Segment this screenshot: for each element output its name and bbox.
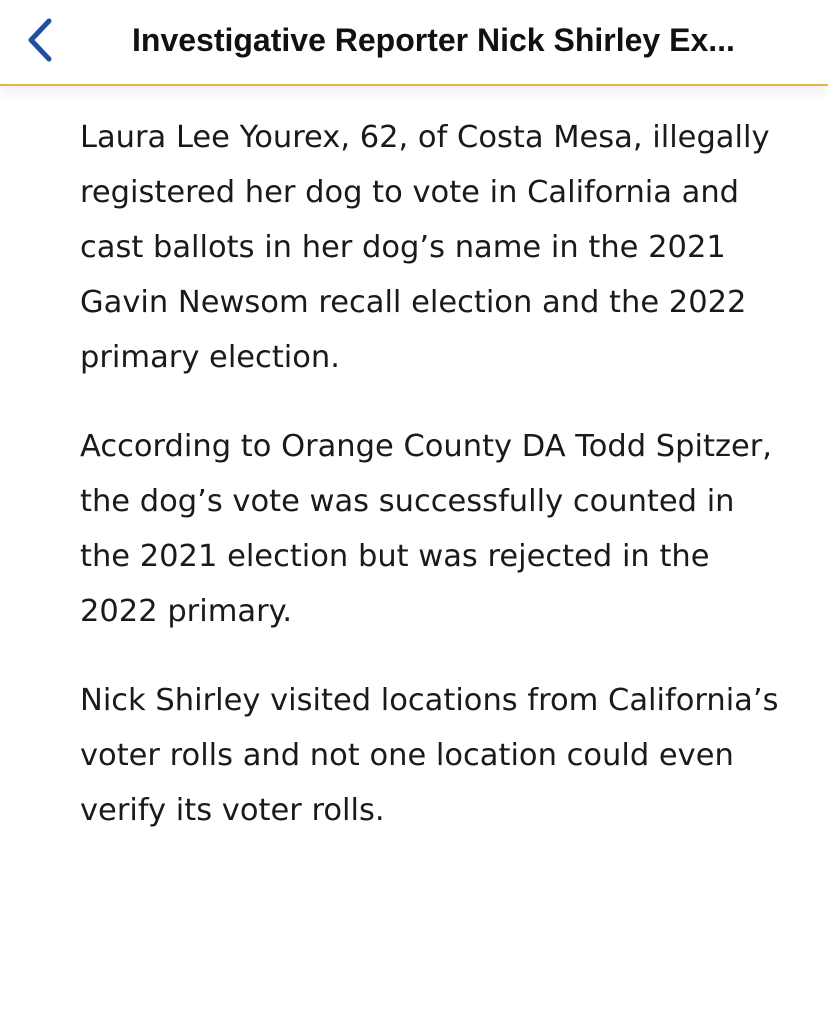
chevron-left-icon — [25, 17, 55, 63]
back-button[interactable] — [16, 12, 64, 68]
article-paragraph: Laura Lee Yourex, 62, of Costa Mesa, illegally registered her dog to vote in California and cast ballots in her dog’s name in the 2021 Gavin Newsom recall election and the 2022 primary election. — [80, 120, 770, 375]
article-body — [80, 110, 780, 872]
article-paragraph: Nick Shirley visited locations from California’s voter rolls and not one location could even verify its voter rolls. — [80, 683, 779, 828]
article-paragraph: According to Orange County DA Todd Spitzer, the dog’s vote was successfully counted in the 2021 election but was rejected in the 2022 primary. — [80, 429, 772, 629]
page-title: Investigative Reporter Nick Shirley Ex... — [132, 22, 735, 58]
navigation-header — [0, 0, 828, 86]
